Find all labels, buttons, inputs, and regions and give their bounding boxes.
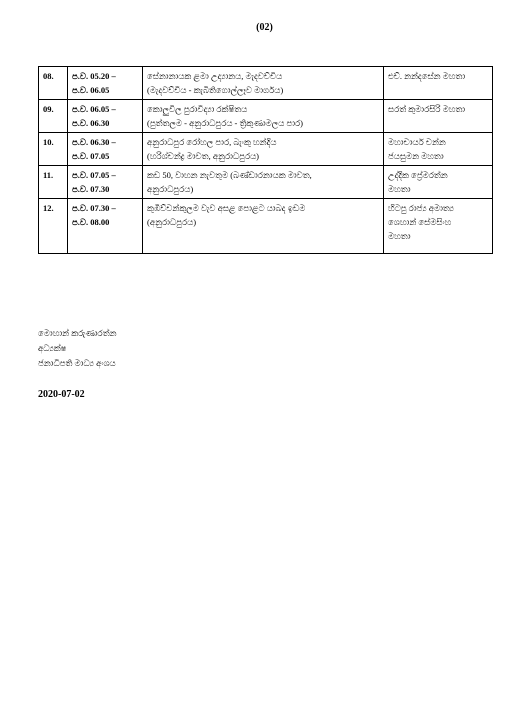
location-cell: අනුරාධපුර රෝහල පාර, බැංකු හන්දිය (හරිශ්චන්ද්‍ර මාවත, අනුරාධපුරය): [143, 133, 384, 166]
row-number: 09.: [39, 100, 68, 133]
person-cell: සරත් කුමාරසිරි මහතා: [384, 100, 493, 133]
person-cell: මහාචාර්ය චන්න ජයසුමන මහතා: [384, 133, 493, 166]
location-cell: කඩ 50, වාහන නැවතුම (බණ්ඩාරනායක මාවත, අනුරාධපුරය): [143, 166, 384, 199]
row-number: 10.: [39, 133, 68, 166]
table-row: [39, 67, 493, 100]
row-number: 08.: [39, 67, 68, 100]
row-number: 12.: [39, 199, 68, 254]
signature-block: [38, 326, 117, 371]
location-cell: සේනානායක ළමා උද්‍යානය, මැදවච්චිය (මැදවච්චිය - කැබිතිගොල්ලෑව මාර්ගය): [143, 67, 384, 100]
time-cell: ප.ව. 06.30 – ප.ව. 07.05: [68, 133, 143, 166]
table-row: [39, 166, 493, 199]
person-cell: උද්දික ප්‍රේමරත්න මහතා: [384, 166, 493, 199]
signatory-department: ජනාධිපති මාධ්‍ය අංශය: [38, 358, 116, 368]
page-number: (02): [256, 22, 273, 33]
signatory-name: මොහාන් කරුණාරත්න: [38, 328, 117, 338]
location-cell: කුඹිච්චන්කුලම වැව අසළ පොළට යාබද ඉඩම (අනුරාධපුරය): [143, 199, 384, 254]
schedule-table: [38, 66, 493, 254]
row-number: 11.: [39, 166, 68, 199]
table-row: [39, 100, 493, 133]
time-cell: ප.ව. 07.05 – ප.ව. 07.30: [68, 166, 143, 199]
person-cell: හිටපු රාජ්‍ය අමාත්‍ය ශෙහාන් සේමසිංහ මහතා: [384, 199, 493, 254]
signatory-title: අධ්‍යක්ෂ: [38, 343, 67, 353]
table-row: [39, 199, 493, 254]
time-cell: ප.ව. 05.20 – ප.ව. 06.05: [68, 67, 143, 100]
time-cell: ප.ව. 06.05 – ප.ව. 06.30: [68, 100, 143, 133]
person-cell: එච්. නන්දසේන මහතා: [384, 67, 493, 100]
time-cell: ප.ව. 07.30 – ප.ව. 08.00: [68, 199, 143, 254]
table-row: [39, 133, 493, 166]
document-date: 2020-07-02: [38, 389, 85, 400]
location-cell: කොලුවිල පුරාවිද්‍යා රක්ෂිතය (පුත්තලම - අනුරාධපුරය - ත්‍රිකුණාමලය පාර): [143, 100, 384, 133]
